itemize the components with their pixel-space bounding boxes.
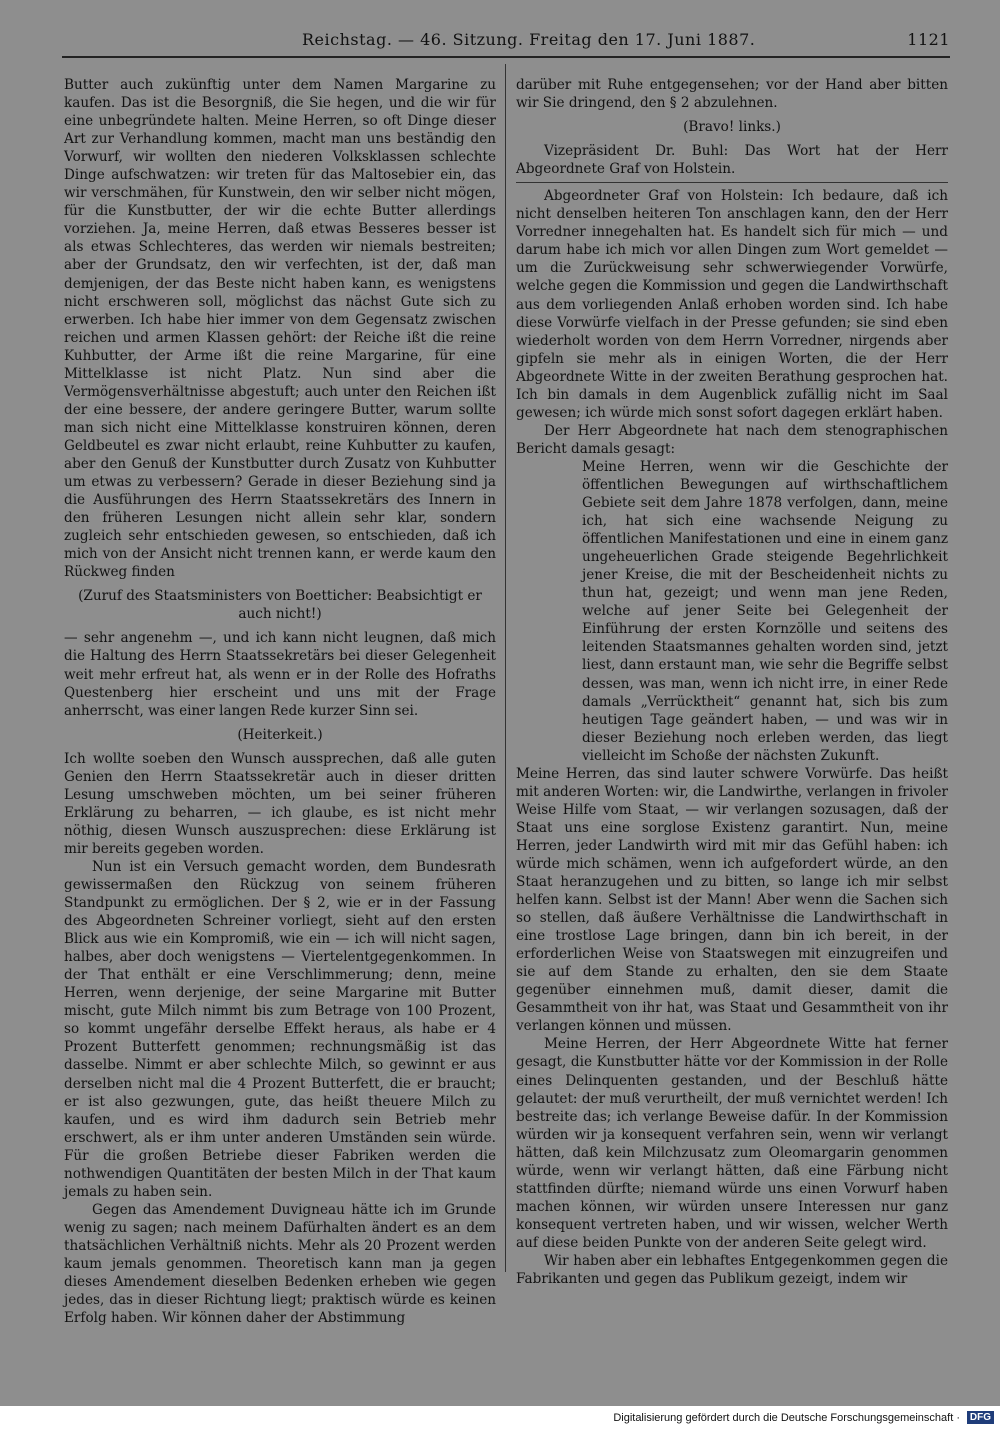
page-number: 1121 <box>907 30 950 49</box>
paragraph: Der Herr Abgeordnete hat nach dem stenographischen Bericht damals gesagt: <box>516 422 948 457</box>
interjection: (Bravo! links.) <box>683 119 781 136</box>
page-header <box>62 30 950 58</box>
dfg-logo: DFG <box>967 1411 994 1424</box>
paragraph: Meine Herren, der Herr Abgeordnete Witte hat ferner gesagt, die Kunstbutter hätte vor der Kommission in der Rolle eines Delinquenten gestanden, und der Beschluß hätte gelautet: der muß verurtheilt, der muß vernichtet werden! Ich bestreite das; ich verlange Beweise dafür. In der Kommission würden wir ja konsequent verfahren sein, wenn wir verlangt hätten, daß kein Milchzusatz zum Oleomargarin genommen würde, wenn wir verlangt hätten, daß eine Färbung nicht stattfinden dürfte; niemand würde uns einen Vorwurf haben machen können, wir würden unsere Interessen nur ganz konsequent vertreten haben, und wir wissen, welcher Werth auf diese beiden Punkte von der anderen Seite gelegt wird. <box>516 1036 948 1251</box>
footer <box>0 1406 1000 1432</box>
paragraph: Ich wollte soeben den Wunsch aussprechen, daß alle guten Genien den Herrn Staatssekretär auch in dieser dritten Lesung umschweben möchten, um bei seiner früheren Erklärung zu beharren, — ich glaube, es ist nicht mehr nöthig, diesen Wunsch auszusprechen: diese Erklärung ist mir bereits gegeben worden. <box>64 750 496 857</box>
interjection: (Zuruf des Staatsministers von Boetticher: Beabsichtigt er auch nicht!) <box>78 588 482 623</box>
funding-credit: Digitalisierung gefördert durch die Deutsche Forschungsgemeinschaft · <box>613 1412 960 1424</box>
paragraph: Abgeordneter Graf von Holstein: Ich bedaure, daß ich nicht denselben heiteren Ton anschlagen kann, den der Herr Vorredner innegehalten hat. Es handelt sich für mich — und darum habe ich mich vor allen Dingen zum Wort gemeldet — um die Zurückweisung sehr schwerwiegender Vorwürfe, welche gegen die Kommission und gegen die Landwirthschaft aus dem vorliegenden Anlaß erhoben worden sind. Ich habe diese Vorwürfe vielfach in der Presse gefunden; sie sind eben wiederholt worden von dem Herrn Vorredner, nirgends aber gipfeln sie mehr als in einigen Worten, die der Herr Abgeordnete Witte in der zweiten Berathung gesprochen hat. Ich bin damals in dem Augenblick zufällig nicht im Saal gewesen; ich würde mich sonst sofort dagegen erklärt haben. <box>516 188 948 421</box>
header-title: Reichstag. — 46. Sitzung. Freitag den 17. Juni 1887. <box>302 30 756 49</box>
column-divider <box>505 64 506 1272</box>
paragraph: Wir haben aber ein lebhaftes Entgegenkommen gegen die Fabrikanten und gegen das Publikum gezeigt, indem wir <box>516 1253 948 1288</box>
paragraph: Meine Herren, das sind lauter schwere Vorwürfe. Das heißt mit anderen Worten: wir, die Landwirthe, verlangen in frivoler Weise Hilfe vom Staat, — wir verlangen sozusagen, daß der Staat uns eine sorglose Existenz garantirt. Nun, meine Herren, jeder Landwirth wird mit mir das Gefühl haben: ich würde mich schämen, wenn ich aufgefordert würde, an den Staat heranzugehen und zu bitten, so lange ich mir selbst helfen kann. Selbst ist der Mann! Aber wenn die Sachen sich so stellen, daß äußere Verhältnisse die Landwirthschaft in eine trostlose Lage bringen, dann bin ich bereit, in der erforderlichen Weise von Staatswegen mit einzugreifen und sie auf dem Stande zu erhalten, den sie dem Staate gegenüber einnehmen muß, damit dieser, damit die Gesammtheit von ihr hat, was Staat und Gesammtheit von ihr verlangen können und müssen. <box>516 765 948 1035</box>
paragraph: Nun ist ein Versuch gemacht worden, dem Bundesrath gewissermaßen den Rückzug von seinem früheren Standpunkt zu ermöglichen. Der § 2, wie er in der Fassung des Abgeordneten Schreiner vorliegt, sieht auf den ersten Blick aus wie ein Kompromiß, wie ein — ich will nicht sagen, halbes, aber doch wenigstens — Viertelentgegenkommen. In der That enthält er eine Verschlimmerung; denn, meine Herren, wenn derjenige, der seine Margarine mit Butter mischt, gute Milch nimmt bis zum Betrage von 100 Prozent, so kommt ungefähr derselbe Effekt heraus, als habe er 4 Prozent Butterfett genommen; rechnungsmäßig ist das dasselbe. Nimmt er aber schlechte Milch, so gewinnt er aus derselben nicht mal die 4 Prozent Butterfett, die er braucht; er ist also gezwungen, gute, das heißt theuere Milch zu kaufen, und es wird ihm dadurch sein Betrieb mehr erschwert, als er ihm unter anderen Umständen sein würde. Für die großen Betriebe dieser Fabriken werden die nothwendigen Quantitäten der besten Milch in der That kaum jemals zu haben sein. <box>64 858 496 1200</box>
paragraph: Vizepräsident Dr. Buhl: Das Wort hat der Herr Abgeordnete Graf von Holstein. <box>516 143 948 178</box>
left-column <box>64 76 496 1327</box>
paragraph: Butter auch zukünftig unter dem Namen Margarine zu kaufen. Das ist die Besorgniß, die Sie hegen, und die wir für eine unbegründete halten. Meine Herren, so oft Dinge dieser Art zur Verhandlung kommen, macht man uns beständig den Vorwurf, wir wollten den niederen Volksklassen schlechte Dinge aufschwatzen: wir treten für das Maltosebier ein, das wir verschmähen, für Kunstwein, den wir selber nicht mögen, für die Kunstbutter, der wir die echte Butter allerdings vorziehen. Ja, meine Herren, daß etwas Besseres besser ist als etwas Schlechteres, das werden wir niemals bestreiten; aber der Grundsatz, den wir verfechten, ist der, daß man demjenigen, der das Beste nicht haben kann, es wenigstens nicht erschweren soll, möglichst das nächst Gute sich zu erwerben. Ich habe hier immer von dem Gegensatz zwischen reichen und armen Klassen gehört: der Reiche ißt die reine Kuhbutter, der Arme ißt die reine Margarine, für eine Mittelklasse ist nicht Platz. Nun sind aber die Vermögensverhältnisse abgestuft; auch unter den Reichen ißt der eine bessere, der andere geringere Butter, warum sollte man sich nicht eine Mittelklasse konstruiren können, deren Geldbeutel es zwar nicht erlaubt, reine Kuhbutter zu kaufen, aber den Genuß der Kunstbutter durch Zusatz von Kuhbutter um etwas zu verbessern? Gerade in dieser Beziehung sind ja die Ausführungen des Herrn Staatssekretärs des Innern in den früheren Lesungen nicht allein sehr klar, sondern zugleich sehr entschieden gewesen, so entschieden, daß ich mich von der Ansicht nicht trennen kann, er werde kaum den Rückweg finden <box>64 77 496 581</box>
paragraph: — sehr angenehm —, und ich kann nicht leugnen, daß mich die Haltung des Herrn Staatssekretärs bei dieser Gelegenheit weit mehr erfreut hat, als wenn er in der Rolle des Hofraths Questenberg hier erscheint und uns mit der Frage anherrscht, was einer langen Rede kurzer Sinn sei. <box>64 630 496 719</box>
section-rule <box>516 182 948 183</box>
right-column <box>516 76 948 1288</box>
quotation: Meine Herren, wenn wir die Geschichte der öffentlichen Bewegungen auf wirthschaftlichem Gebiete seit dem Jahre 1878 verfolgen, dann, meine ich, hat sich eine wachsende Neigung zu öffentlichen Manifestationen und eine in einem ganz ungeheuerlichen Grade steigende Begehrlichkeit jener Kreise, die mit der Bescheidenheit nichts zu thun hat, gezeigt; und wenn man jene Reden, welche auf jener Seite bei Gelegenheit der Einführung der ersten Kornzölle und seitens des leitenden Staatsmannes gehalten worden sind, jetzt liest, dann erstaunt man, wie sehr die Begriffe selbst dessen, was man, wenn ich nicht irre, in einer Rede damals „Verrücktheit“ genannt hat, sich bis zum heutigen Tage geändert haben, — und was wir in dieser Beziehung noch erleben werden, das liegt vielleicht im Schoße der nächsten Zukunft. <box>582 458 948 764</box>
interjection: (Heiterkeit.) <box>237 726 323 743</box>
paragraph: Gegen das Amendement Duvigneau hätte ich im Grunde wenig zu sagen; nach meinem Dafürhalten ändert es an dem thatsächlichen Verhältniß nichts. Mehr als 20 Prozent werden kaum jemals genommen. Theoretisch kann man ja gegen dieses Amendement dieselben Bedenken erheben wie gegen jedes, das in dieser Richtung liegt; praktisch würde es keinen Erfolg haben. Wir können daher der Abstimmung <box>64 1201 496 1327</box>
paragraph: darüber mit Ruhe entgegensehen; vor der Hand aber bitten wir Sie dringend, den § 2 abzulehnen. <box>516 77 948 112</box>
